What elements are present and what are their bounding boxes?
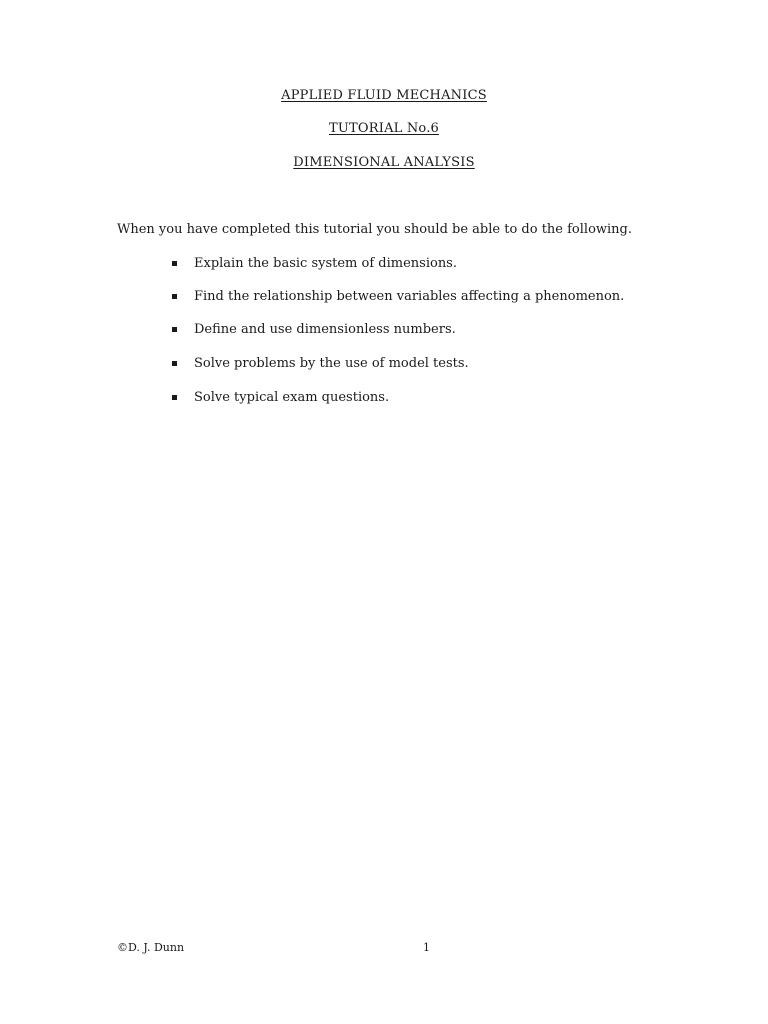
square-bullet-icon <box>172 395 177 400</box>
tutorial-subject-text: DIMENSIONAL ANALYSIS <box>293 155 475 170</box>
objective-text: Solve problems by the use of model tests. <box>194 356 469 371</box>
tutorial-number-text: TUTORIAL No.6 <box>328 121 439 136</box>
objective-text: Find the relationship between variables affecting a phenomenon. <box>194 289 625 304</box>
tutorial-subject <box>0 155 768 171</box>
footer-copyright: ©D. J. Dunn <box>117 941 185 954</box>
objective-text: Define and use dimensionless numbers. <box>194 322 456 337</box>
square-bullet-icon <box>172 327 177 332</box>
square-bullet-icon <box>172 261 177 266</box>
square-bullet-icon <box>172 294 177 299</box>
tutorial-number <box>0 121 768 137</box>
objective-text: Explain the basic system of dimensions. <box>194 256 457 271</box>
square-bullet-icon <box>172 361 177 366</box>
footer-page-number: 1 <box>423 941 430 954</box>
intro-paragraph: When you have completed this tutorial you should be able to do the following. <box>117 222 633 237</box>
document-title-text: APPLIED FLUID MECHANICS <box>281 88 487 103</box>
document-title <box>0 88 768 104</box>
objective-text: Solve typical exam questions. <box>194 390 390 405</box>
